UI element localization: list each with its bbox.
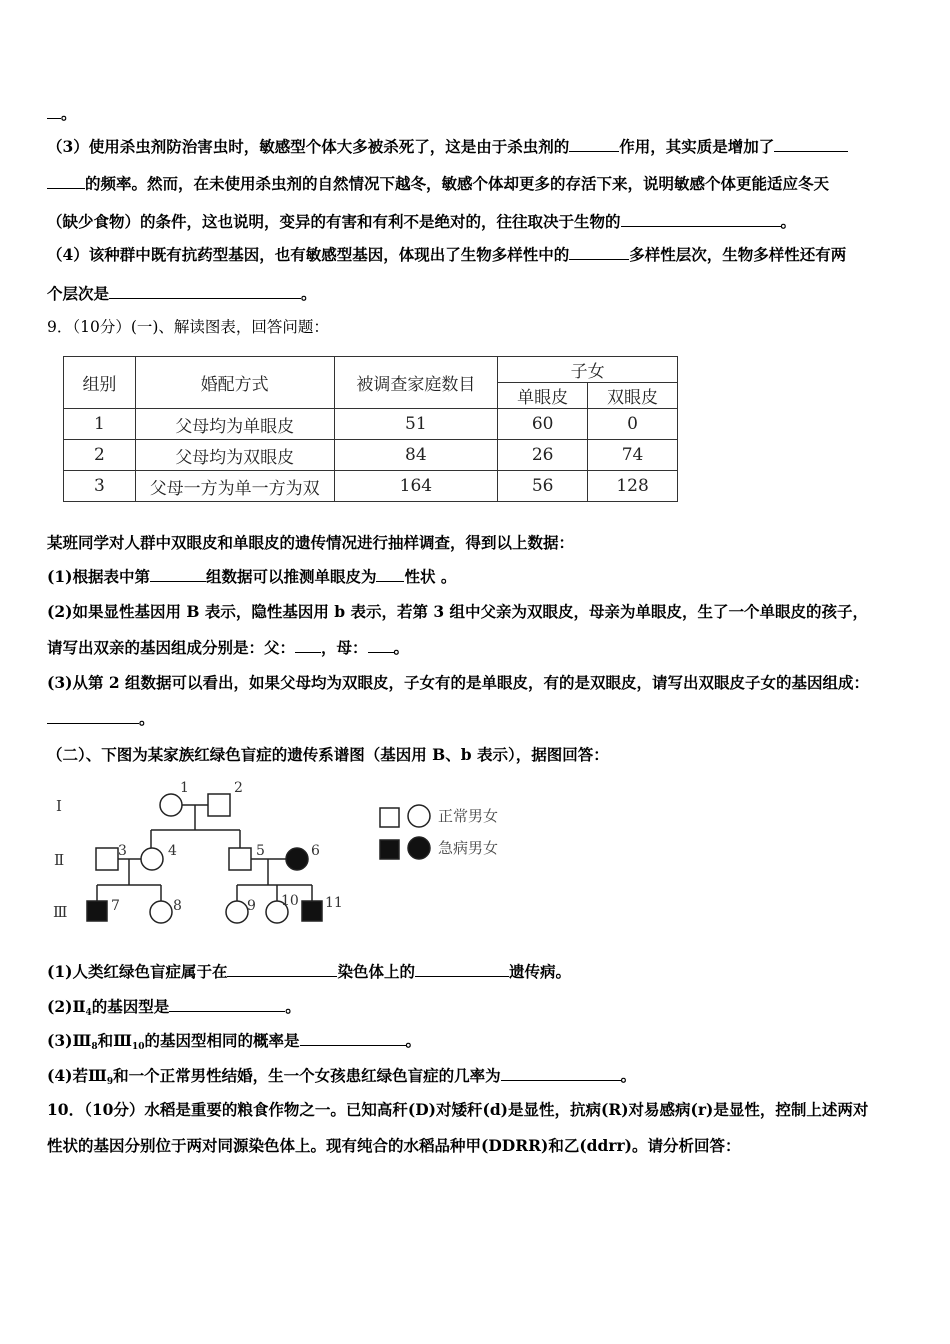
generation-label: Ⅲ [53,903,68,921]
individual-number: 6 [311,843,320,859]
cell-mating: 父母均为双眼皮 [135,440,334,471]
legend-affected-label: 急病男女 [438,839,499,857]
individual-9-female-normal [226,901,248,923]
cell-group: 3 [64,471,136,502]
individual-number: 9 [247,898,256,914]
table-row [64,409,678,440]
answer-blank-line: 。 [47,104,77,124]
individual-number: 1 [180,780,189,796]
individual-4-female-normal [141,848,163,870]
cell-single: 26 [498,440,588,471]
color-blind-q1: (1)人类红绿色盲症属于在 染色体上的 遗传病。 [47,962,571,981]
question-1: (1)根据表中第 组数据可以推测单眼皮为 性状 。 [47,567,457,586]
question-2-line-2: 请写出双亲的基因组成分别是：父： ，母： 。 [47,638,410,657]
cell-single: 60 [498,409,588,440]
header-single-eyelid: 单眼皮 [498,383,588,409]
q4-line-1: （4）该种群中既有抗药型基因，也有敏感型基因，体现出了生物多样性中的 多样性层次，生物多样性还有两 [47,245,847,264]
question-2-line-1: (2)如果显性基因用 B 表示，隐性基因用 b 表示，若第 3 组中父亲为双眼皮，母亲为单眼皮，生了一个单眼皮的孩子， [47,602,869,621]
individual-number: 10 [281,893,299,909]
individual-number: 5 [256,843,265,859]
generation-label: Ⅰ [56,797,62,815]
legend-normal-male-icon [380,808,399,827]
individual-number: 4 [168,843,177,859]
individual-3-male-normal [96,848,118,870]
cell-double: 0 [588,409,678,440]
individual-number: 2 [234,780,243,796]
q3-line-3: （缺少食物）的条件，这也说明，变异的有害和有利不是绝对的，往往取决于生物的 。 [47,212,797,231]
cell-families: 164 [334,471,498,502]
legend-normal-female-icon [408,805,430,827]
table-row [64,471,678,502]
individual-6-female-affected [286,848,308,870]
question-9-title: 9．（10分）(一)、解读图表，回答问题： [47,318,329,336]
header-double-eyelid: 双眼皮 [588,383,678,409]
cell-double: 128 [588,471,678,502]
individual-8-female-normal [150,901,172,923]
individual-number: 11 [325,895,343,911]
individual-1-female-normal [160,794,182,816]
cell-group: 2 [64,440,136,471]
survey-table [63,356,678,502]
generation-label: Ⅱ [54,851,65,869]
legend-affected-female-icon [408,837,430,859]
header-group: 组别 [64,357,136,409]
survey-intro: 某班同学对人群中双眼皮和单眼皮的遗传情况进行抽样调查，得到以上数据： [47,533,575,552]
individual-number: 8 [173,898,182,914]
individual-11-male-affected [302,901,322,921]
question-10-line-1: 10．（10分）水稻是重要的粮食作物之一。已知高秆(D)对矮秆(d)是显性，抗病(R)对易感病(r)是显性，控制上述两对 [47,1100,869,1119]
cell-group: 1 [64,409,136,440]
header-families: 被调查家庭数目 [334,357,498,409]
cell-families: 84 [334,440,498,471]
color-blind-q2: $(2)Ⅱ_4$的基因型是 。 [47,997,301,1018]
header-mating: 婚配方式 [135,357,334,409]
cell-single: 56 [498,471,588,502]
individual-5-male-normal [229,848,251,870]
color-blind-q4: (4)若$Ⅲ_9$和一个正常男性结婚，生一个女孩患红绿色盲症的几率为 。 [47,1066,637,1087]
q3-line-2: 的频率。然而，在未使用杀虫剂的自然情况下越冬，敏感个体却更多的存活下来，说明敏感个体更能适应冬天 [47,174,829,194]
question-3-line-1: (3)从第 2 组数据可以看出，如果父母均为双眼皮，子女有的是单眼皮，有的是双眼皮，请写出双眼皮子女的基因组成： [47,673,870,692]
cell-mating: 父母均为单眼皮 [135,409,334,440]
part-2-title: （二）、下图为某家族红绿色盲症的遗传系谱图（基因用 B、b 表示），据图回答： [47,745,609,764]
question-3-line-2: 。 [47,709,155,729]
individual-2-male-normal [208,794,230,816]
legend-normal-label: 正常男女 [438,807,499,825]
cell-families: 51 [334,409,498,440]
individual-number: 7 [111,898,120,914]
question-10-line-2: 性状的基因分别位于两对同源染色体上。现有纯合的水稻品种甲(DDRR)和乙(ddrr)。请分析回答： [47,1136,741,1155]
header-children: 子女 [498,357,678,383]
legend-affected-male-icon [380,840,399,859]
q3-line-1: （3）使用杀虫剂防治害虫时，敏感型个体大多被杀死了，这是由于杀虫剂的 作用，其实质是增加了 [47,137,848,157]
individual-number: 3 [118,843,127,859]
q4-line-2: 个层次是 。 [47,284,317,303]
table-row [64,440,678,471]
cell-mating: 父母一方为单一方为双 [135,471,334,502]
cell-double: 74 [588,440,678,471]
individual-7-male-affected [87,901,107,921]
pedigree-diagram [40,775,540,935]
color-blind-q3: $(3)Ⅲ_8$和$Ⅲ_{10}$的基因型相同的概率是 。 [47,1031,422,1052]
